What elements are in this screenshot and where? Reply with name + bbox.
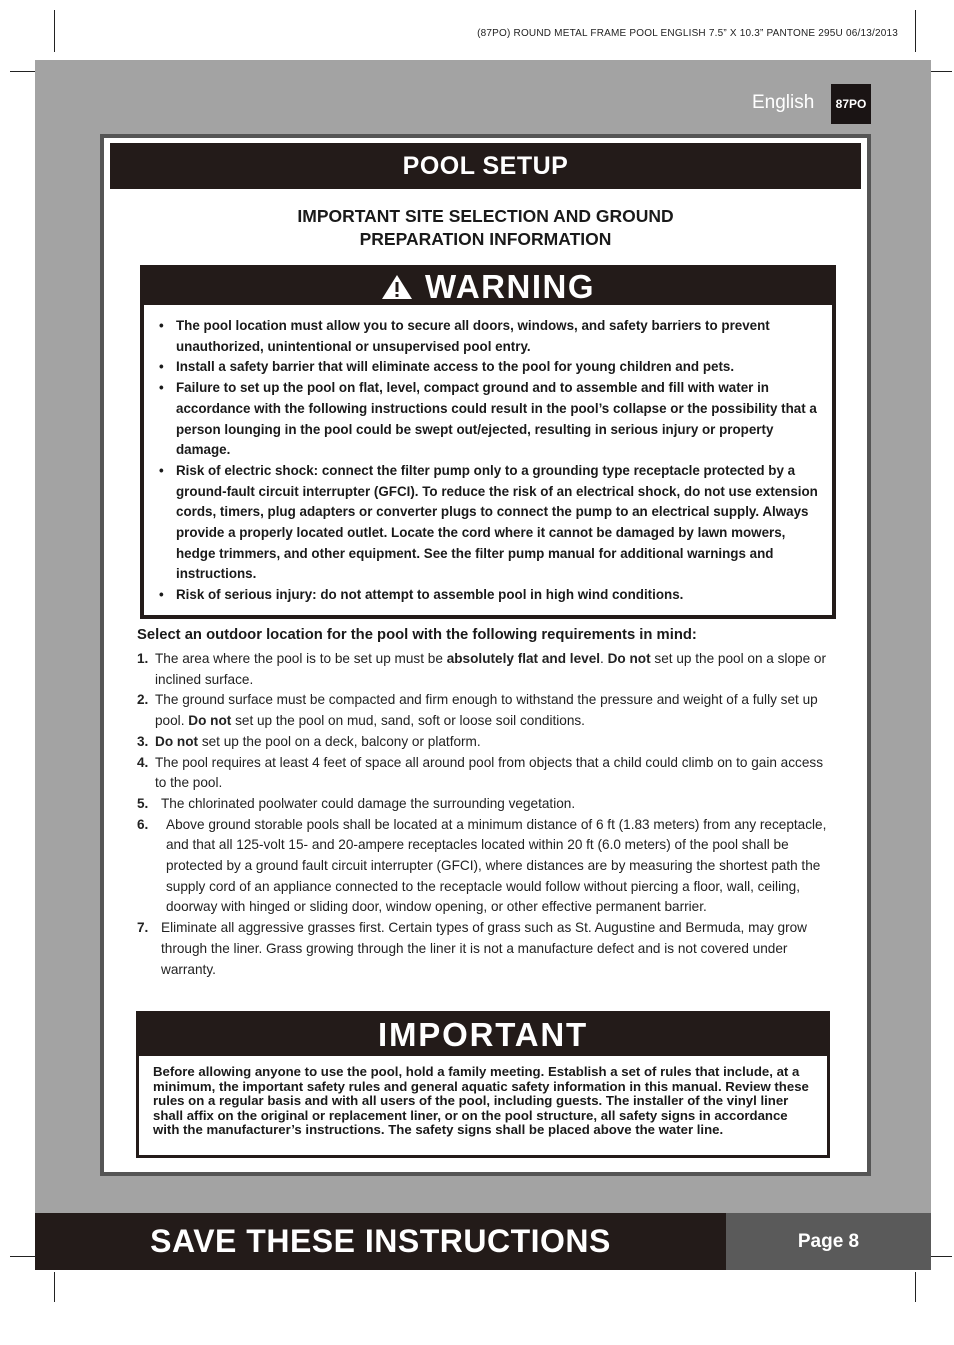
requirement-item [137, 794, 827, 815]
item-emphasis: Do not [188, 713, 232, 729]
item-number: 5. [137, 795, 149, 811]
warning-triangle-icon [381, 274, 413, 300]
item-text: The pool requires at least 4 feet of space all around pool from objects that a child could climb on to gain access to the pool. [155, 754, 823, 791]
item-text: set up the pool on a slope or inclined surface. [155, 651, 826, 687]
model-code-badge: 87PO [831, 84, 871, 124]
item-number: 4. [137, 754, 149, 770]
important-text: Before allowing anyone to use the pool, hold a family meeting. Establish a set of rules that include, at a minimum, the important safety rules and general aquatic safety information in this manual. Review these rules on a regular basis and with all users of the pool, including guests. The installer of the vinyl liner shall affix on the original or replacement liner, or on the pool structure, all safety signs in accordance with the manufacturer’s instructions. The safety signs shall be placed above the water line. [153, 1064, 809, 1138]
item-number: 3. [137, 733, 149, 749]
item-number: 7. [137, 920, 149, 936]
important-title: IMPORTANT [139, 1014, 827, 1056]
item-text: Above ground storable pools shall be located at a minimum distance of 6 ft (1.83 meters) from any receptacle, and that all 125-volt 15- and 20-ampere receptacles located within 20 ft (6.0 meters) of the pool shall be protected by a ground fault circuit interrupter (GFCI), where distances are by measuring the shortest path the supply cord of an appliance connected to the receptacle would follow without piercing a floor, wall, ceiling, doorway with hinged or sliding door, window opening, or other effective permanent barrier. [166, 816, 827, 915]
item-text: Eliminate all aggressive grasses first. Certain types of grass such as St. Augustine and Bermuda, may grow through the liner. Grass growing through the liner it is not a manufacture defect and is not covered under warranty. [161, 920, 808, 977]
crop-mark [54, 10, 55, 52]
warning-item: • Install a safety barrier that will eliminate access to the pool for young children and pets. [156, 357, 822, 378]
page-number: Page 8 [726, 1213, 931, 1270]
footer-title: SAVE THESE INSTRUCTIONS [35, 1213, 726, 1270]
warning-list [156, 316, 822, 606]
item-number: 2. [137, 692, 149, 708]
requirement-item [137, 649, 827, 690]
warning-item: • The pool location must allow you to secure all doors, windows, and safety barriers to prevent unauthorized, unintentional or unsupervised pool entry. [156, 316, 822, 357]
crop-mark [54, 1272, 55, 1302]
section-title: POOL SETUP [110, 143, 861, 189]
warning-item: • Risk of electric shock: connect the filter pump only to a grounding type receptacle protected by a ground-fault circuit interrupter (GFCI). To reduce the risk of an electrical shock, do not use extension cords, timers, plug adapters or converter plugs to connect the pump to an electrical supply. Always provide a properly located outlet. Locate the cord where it cannot be damaged by lawn mowers, hedge trimmers, and other equipment. See the filter pump manual for additional warnings and instructions. [156, 461, 822, 585]
requirements-heading: Select an outdoor location for the pool with the following requirements in mind: [137, 627, 697, 643]
warning-box [140, 265, 836, 619]
item-emphasis: Do not [607, 651, 651, 666]
subheading-line2: PREPARATION INFORMATION [359, 229, 612, 249]
warning-title: WARNING [425, 268, 595, 305]
content-frame [100, 134, 871, 1176]
warning-header [144, 269, 832, 305]
item-text: . [600, 651, 608, 666]
item-text: set up the pool on a deck, balcony or platform. [198, 733, 481, 749]
requirement-item [137, 753, 827, 794]
item-text: set up the pool on mud, sand, soft or loose soil conditions. [231, 713, 585, 729]
language-label: English [752, 92, 815, 113]
subheading-line1: IMPORTANT SITE SELECTION AND GROUND [297, 206, 674, 226]
item-number: 1. [137, 651, 149, 666]
item-text: The chlorinated poolwater could damage the surrounding vegetation. [161, 795, 576, 811]
warning-item: • Failure to set up the pool on flat, level, compact ground and to assemble and fill with water in accordance with the following instructions could result in the pool’s collapse or the possibility that a person lounging in the pool could be swept out/ejected, resulting in serious injury or property damage. [156, 378, 822, 461]
print-info: (87PO) ROUND METAL FRAME POOL ENGLISH 7.5” X 10.3” PANTONE 295U 06/13/2013 [477, 28, 898, 39]
item-text: The area where the pool is to be set up must be [155, 651, 447, 666]
subheading [104, 205, 867, 251]
item-emphasis: absolutely flat and level [446, 651, 601, 666]
item-number: 6. [137, 816, 149, 832]
requirement-item [137, 918, 827, 980]
requirement-item [137, 815, 827, 919]
item-text: The ground surface must be compacted and firm enough to withstand the pressure and weight of a fully set up pool. [155, 692, 818, 729]
important-box [136, 1011, 830, 1158]
requirements-list [137, 649, 827, 980]
requirement-item [137, 690, 827, 731]
item-emphasis: Do not [155, 733, 199, 749]
crop-mark [915, 1272, 916, 1302]
warning-item: • Risk of serious injury: do not attempt to assemble pool in high wind conditions. [156, 585, 822, 606]
requirement-item [137, 732, 827, 753]
crop-mark [915, 10, 916, 52]
